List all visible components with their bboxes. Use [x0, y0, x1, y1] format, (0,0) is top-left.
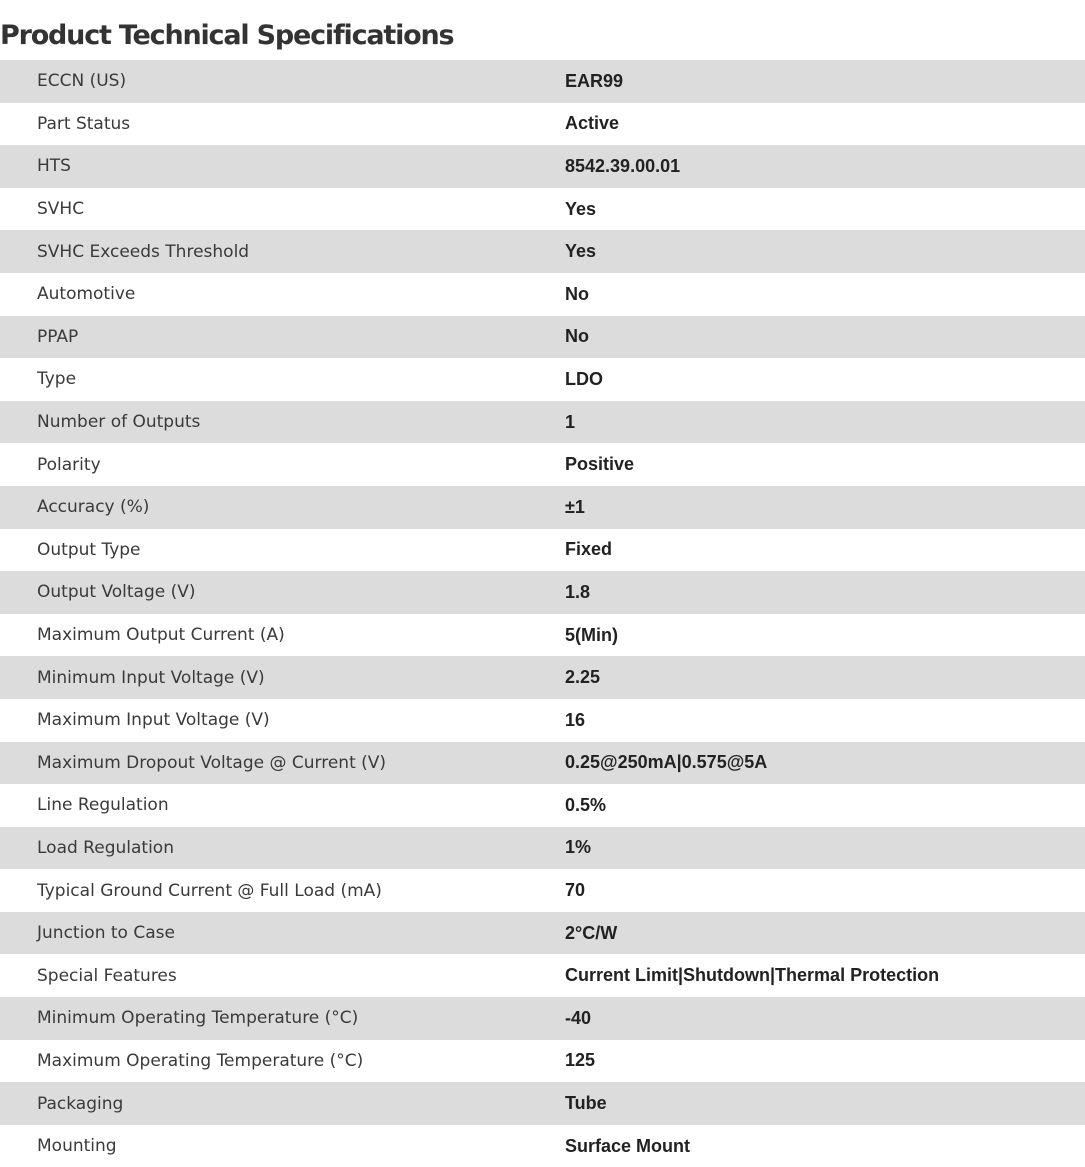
table-row [0, 401, 1085, 444]
page-title: Product Technical Specifications [0, 20, 454, 52]
spec-label: HTS [37, 156, 71, 177]
table-row [0, 230, 1085, 273]
spec-value: 5(Min) [565, 624, 618, 645]
table-row [0, 954, 1085, 997]
spec-value: No [565, 326, 589, 347]
spec-value: Active [565, 113, 620, 134]
spec-value: Surface Mount [565, 1135, 691, 1156]
table-row [0, 316, 1085, 359]
specifications-table [0, 60, 1085, 1167]
spec-label: ECCN (US) [37, 71, 127, 92]
spec-value: No [565, 283, 589, 304]
spec-label: Mounting [37, 1136, 117, 1157]
table-row [0, 443, 1085, 486]
table-row [0, 103, 1085, 146]
spec-label: Special Features [37, 965, 177, 986]
spec-label: Automotive [37, 284, 136, 305]
table-row [0, 1082, 1085, 1125]
table-row [0, 699, 1085, 742]
spec-label: Minimum Operating Temperature (°C) [37, 1008, 359, 1029]
table-row [0, 1040, 1085, 1083]
spec-value: 8542.39.00.01 [565, 155, 681, 176]
table-row [0, 188, 1085, 231]
spec-label: Minimum Input Voltage (V) [37, 667, 265, 688]
spec-value: Positive [565, 454, 635, 475]
spec-value: Tube [565, 1093, 607, 1114]
spec-value: EAR99 [565, 70, 624, 91]
spec-label: Part Status [37, 113, 131, 134]
table-row [0, 614, 1085, 657]
spec-value: 2°C/W [565, 922, 618, 943]
spec-value: Fixed [565, 539, 613, 560]
table-row [0, 571, 1085, 614]
spec-label: Polarity [37, 454, 101, 475]
spec-label: Junction to Case [37, 923, 175, 944]
spec-value: 70 [565, 880, 586, 901]
spec-label: Type [37, 369, 77, 390]
spec-label: Maximum Operating Temperature (°C) [37, 1050, 364, 1071]
spec-label: PPAP [37, 326, 79, 347]
spec-label: Line Regulation [37, 795, 169, 816]
spec-label: SVHC [37, 199, 85, 220]
table-row [0, 784, 1085, 827]
spec-value: 125 [565, 1050, 596, 1071]
spec-label: Output Voltage (V) [37, 582, 196, 603]
spec-label: Number of Outputs [37, 412, 201, 433]
spec-value: Yes [565, 198, 597, 219]
spec-label: Maximum Input Voltage (V) [37, 710, 270, 731]
table-row [0, 656, 1085, 699]
spec-label: Load Regulation [37, 837, 174, 858]
spec-label: Packaging [37, 1093, 124, 1114]
spec-value: 0.25@250mA|0.575@5A [565, 752, 768, 773]
table-row [0, 145, 1085, 188]
spec-label: SVHC Exceeds Threshold [37, 241, 250, 262]
table-row [0, 742, 1085, 785]
spec-value: Current Limit|Shutdown|Thermal Protection [565, 965, 940, 986]
table-row [0, 869, 1085, 912]
spec-value: ±1 [565, 496, 585, 517]
table-row [0, 358, 1085, 401]
table-row [0, 529, 1085, 572]
table-row [0, 827, 1085, 870]
spec-value: Yes [565, 241, 597, 262]
spec-value: -40 [565, 1007, 592, 1028]
spec-value: 16 [565, 709, 586, 730]
spec-value: 2.25 [565, 667, 601, 688]
spec-label: Typical Ground Current @ Full Load (mA) [37, 880, 382, 901]
spec-label: Maximum Output Current (A) [37, 625, 285, 646]
table-row [0, 997, 1085, 1040]
table-row [0, 60, 1085, 103]
spec-label: Accuracy (%) [37, 497, 150, 518]
spec-label: Maximum Dropout Voltage @ Current (V) [37, 752, 387, 773]
spec-value: 1.8 [565, 581, 591, 602]
table-row [0, 486, 1085, 529]
spec-value: 0.5% [565, 794, 607, 815]
spec-value: 1 [565, 411, 576, 432]
spec-label: Output Type [37, 539, 141, 560]
spec-value: 1% [565, 837, 592, 858]
table-row [0, 273, 1085, 316]
specifications-table-body [0, 60, 1085, 1167]
table-row [0, 912, 1085, 955]
spec-value: LDO [565, 368, 603, 389]
